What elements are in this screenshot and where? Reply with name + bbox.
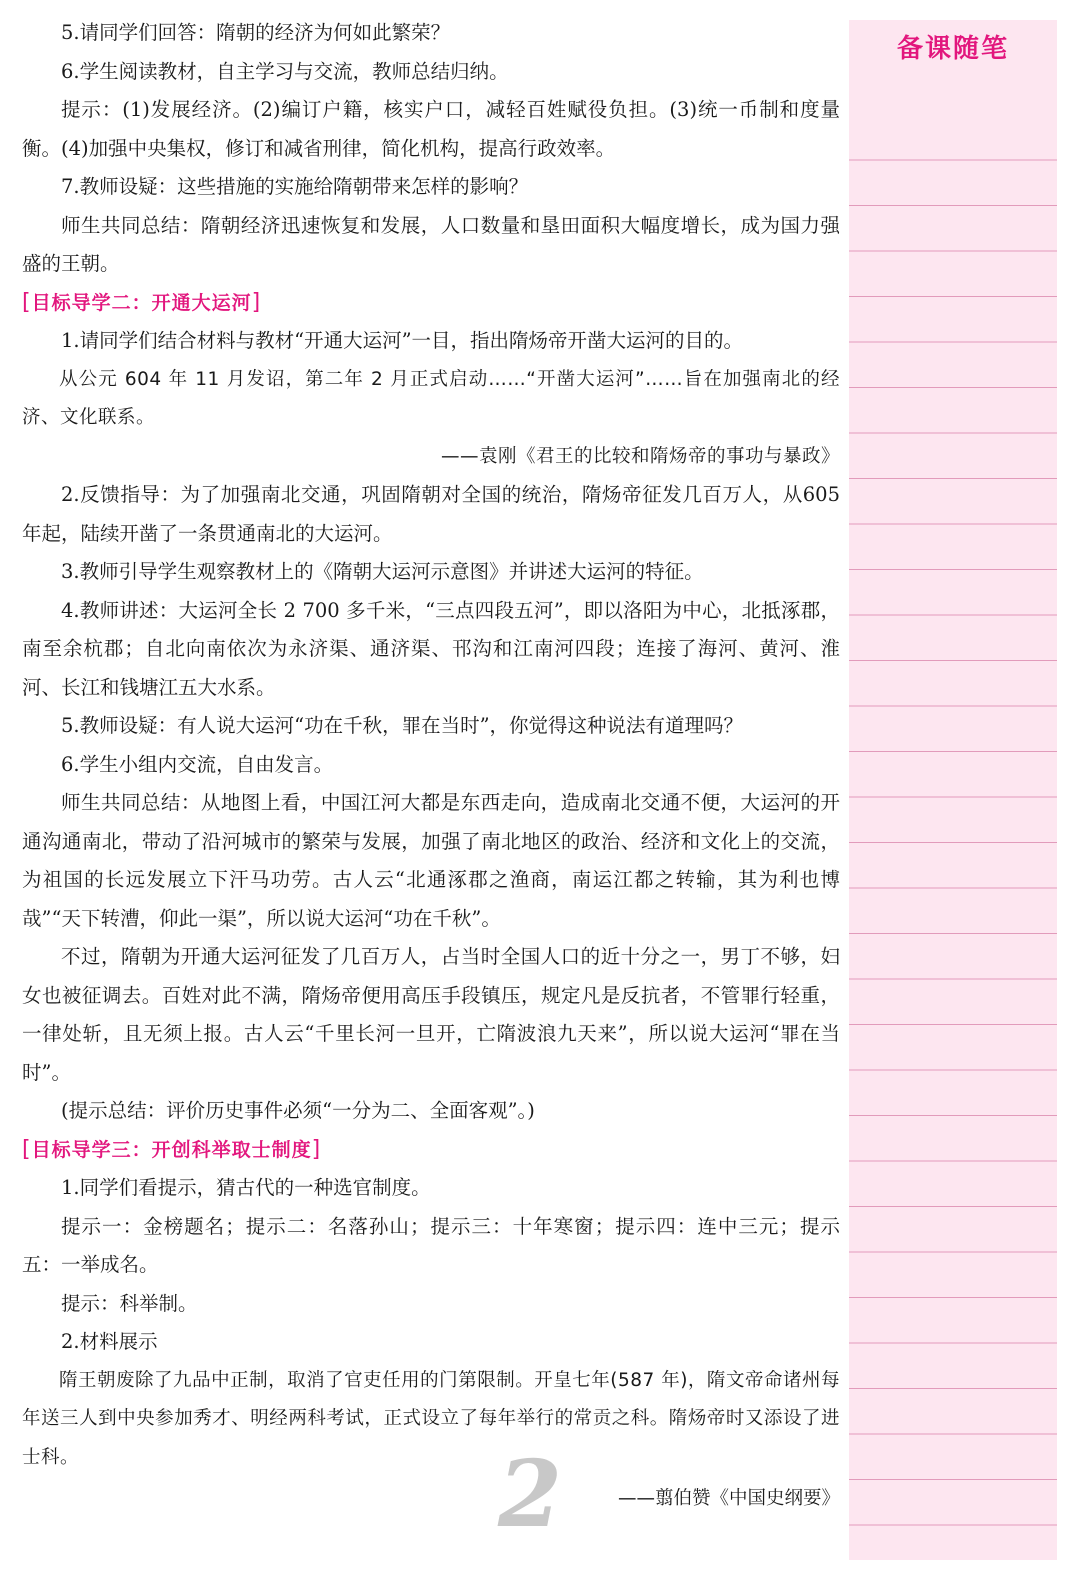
paragraph: 2.反馈指导：为了加强南北交通，巩固隋朝对全国的统治，隋炀帝征发几百万人，从605 年起，陆续开凿了一条贯通南北的大运河。 bbox=[22, 483, 840, 545]
sidebar-title: 备课随笔 bbox=[896, 34, 1009, 64]
paragraph: 6.学生小组内交流，自由发言。 bbox=[61, 752, 334, 776]
paragraph: 7.教师设疑：这些措施的实施给隋朝带来怎样的影响？ bbox=[61, 175, 529, 198]
paragraph: 1.请同学们结合材料与教材“开通大运河”一目，指出隋炀帝开凿大运河的目的。 bbox=[61, 329, 744, 352]
paragraph: 5.教师设疑：有人说大运河“功在千秋，罪在当时”，你觉得这种说法有道理吗？ bbox=[61, 714, 744, 737]
paragraph: 5.请同学们回答：隋朝的经济为何如此繁荣？ bbox=[61, 21, 451, 44]
source-excerpt: 从公元 604 年 11 月发诏，第二年 2 月正式启动……“开凿大运河”……旨在加强南北的经济、文化联系。 bbox=[22, 368, 840, 428]
paragraph: 1.同学们看提示，猜古代的一种选官制度。 bbox=[61, 1176, 431, 1199]
notes-sidebar bbox=[849, 20, 1057, 1560]
paragraph: 提示：(1)发展经济。(2)编订户籍，核实户口，减轻百姓赋役负担。(3)统一币制和度量衡。(4)加强中央集权，修订和减省刑律，简化机构，提高行政效率。 bbox=[22, 98, 840, 160]
paragraph: (提示总结：评价历史事件必须“一分为二、全面客观”。) bbox=[61, 1099, 535, 1122]
source-citation: ——翦伯赞《中国史纲要》 bbox=[617, 1488, 840, 1509]
section-heading-3: [目标导学三：开创科举取士制度] bbox=[22, 1136, 322, 1162]
paragraph: 不过，隋朝为开通大运河征发了几百万人，占当时全国人口的近十分之一，男丁不够，妇女也被征调去。百姓对此不满，隋炀帝便用高压手段镇压，规定凡是反抗者，不管罪行轻重，一律处斩，且无须上报。古人云“千里长河一旦开，亡隋波浪九天来”，所以说大运河“罪在当时”。 bbox=[22, 945, 840, 1084]
paragraph: 2.材料展示 bbox=[61, 1330, 158, 1353]
source-excerpt: 隋王朝废除了九品中正制，取消了官吏任用的门第限制。开皇七年(587 年)，隋文帝命诸州每年送三人到中央参加秀才、明经两科考试，正式设立了每年举行的常贡之科。隋炀帝时又添设了进士科。 bbox=[22, 1369, 840, 1468]
note-lines bbox=[849, 115, 1057, 1560]
main-content bbox=[22, 14, 840, 1477]
paragraph: 3.教师引导学生观察教材上的《隋朝大运河示意图》并讲述大运河的特征。 bbox=[61, 560, 704, 583]
paragraph: 4.教师讲述：大运河全长 2 700 多千米，“三点四段五河”，即以洛阳为中心，北抵涿郡，南至余杭郡；自北向南依次为永济渠、通济渠、邗沟和江南河四段；连接了海河、黄河、淮河、长江和钱塘江五大水系。 bbox=[22, 598, 840, 699]
paragraph: 提示一：金榜题名；提示二：名落孙山；提示三：十年寒窗；提示四：连中三元；提示五：一举成名。 bbox=[22, 1214, 840, 1276]
page-number: 2 bbox=[498, 1440, 563, 1548]
source-citation: ——袁刚《君王的比较和隋炀帝的事功与暴政》 bbox=[440, 445, 840, 467]
paragraph: 6.学生阅读教材，自主学习与交流，教师总结归纳。 bbox=[61, 59, 509, 83]
section-heading-2: [目标导学二：开通大运河] bbox=[22, 289, 262, 315]
paragraph: 师生共同总结：隋朝经济迅速恢复和发展，人口数量和垦田面积大幅度增长，成为国力强盛的王朝。 bbox=[22, 213, 840, 275]
paragraph: 师生共同总结：从地图上看，中国江河大都是东西走向，造成南北交通不便，大运河的开通沟通南北，带动了沿河城市的繁荣与发展，加强了南北地区的政治、经济和文化上的交流，为祖国的长远发展立下汗马功劳。古人云“北通涿郡之渔商，南运江都之转输，其为利也博哉”“天下转漕，仰此一渠”，所以说大运河“功在千秋”。 bbox=[22, 791, 840, 930]
paragraph: 提示：科举制。 bbox=[61, 1291, 198, 1315]
